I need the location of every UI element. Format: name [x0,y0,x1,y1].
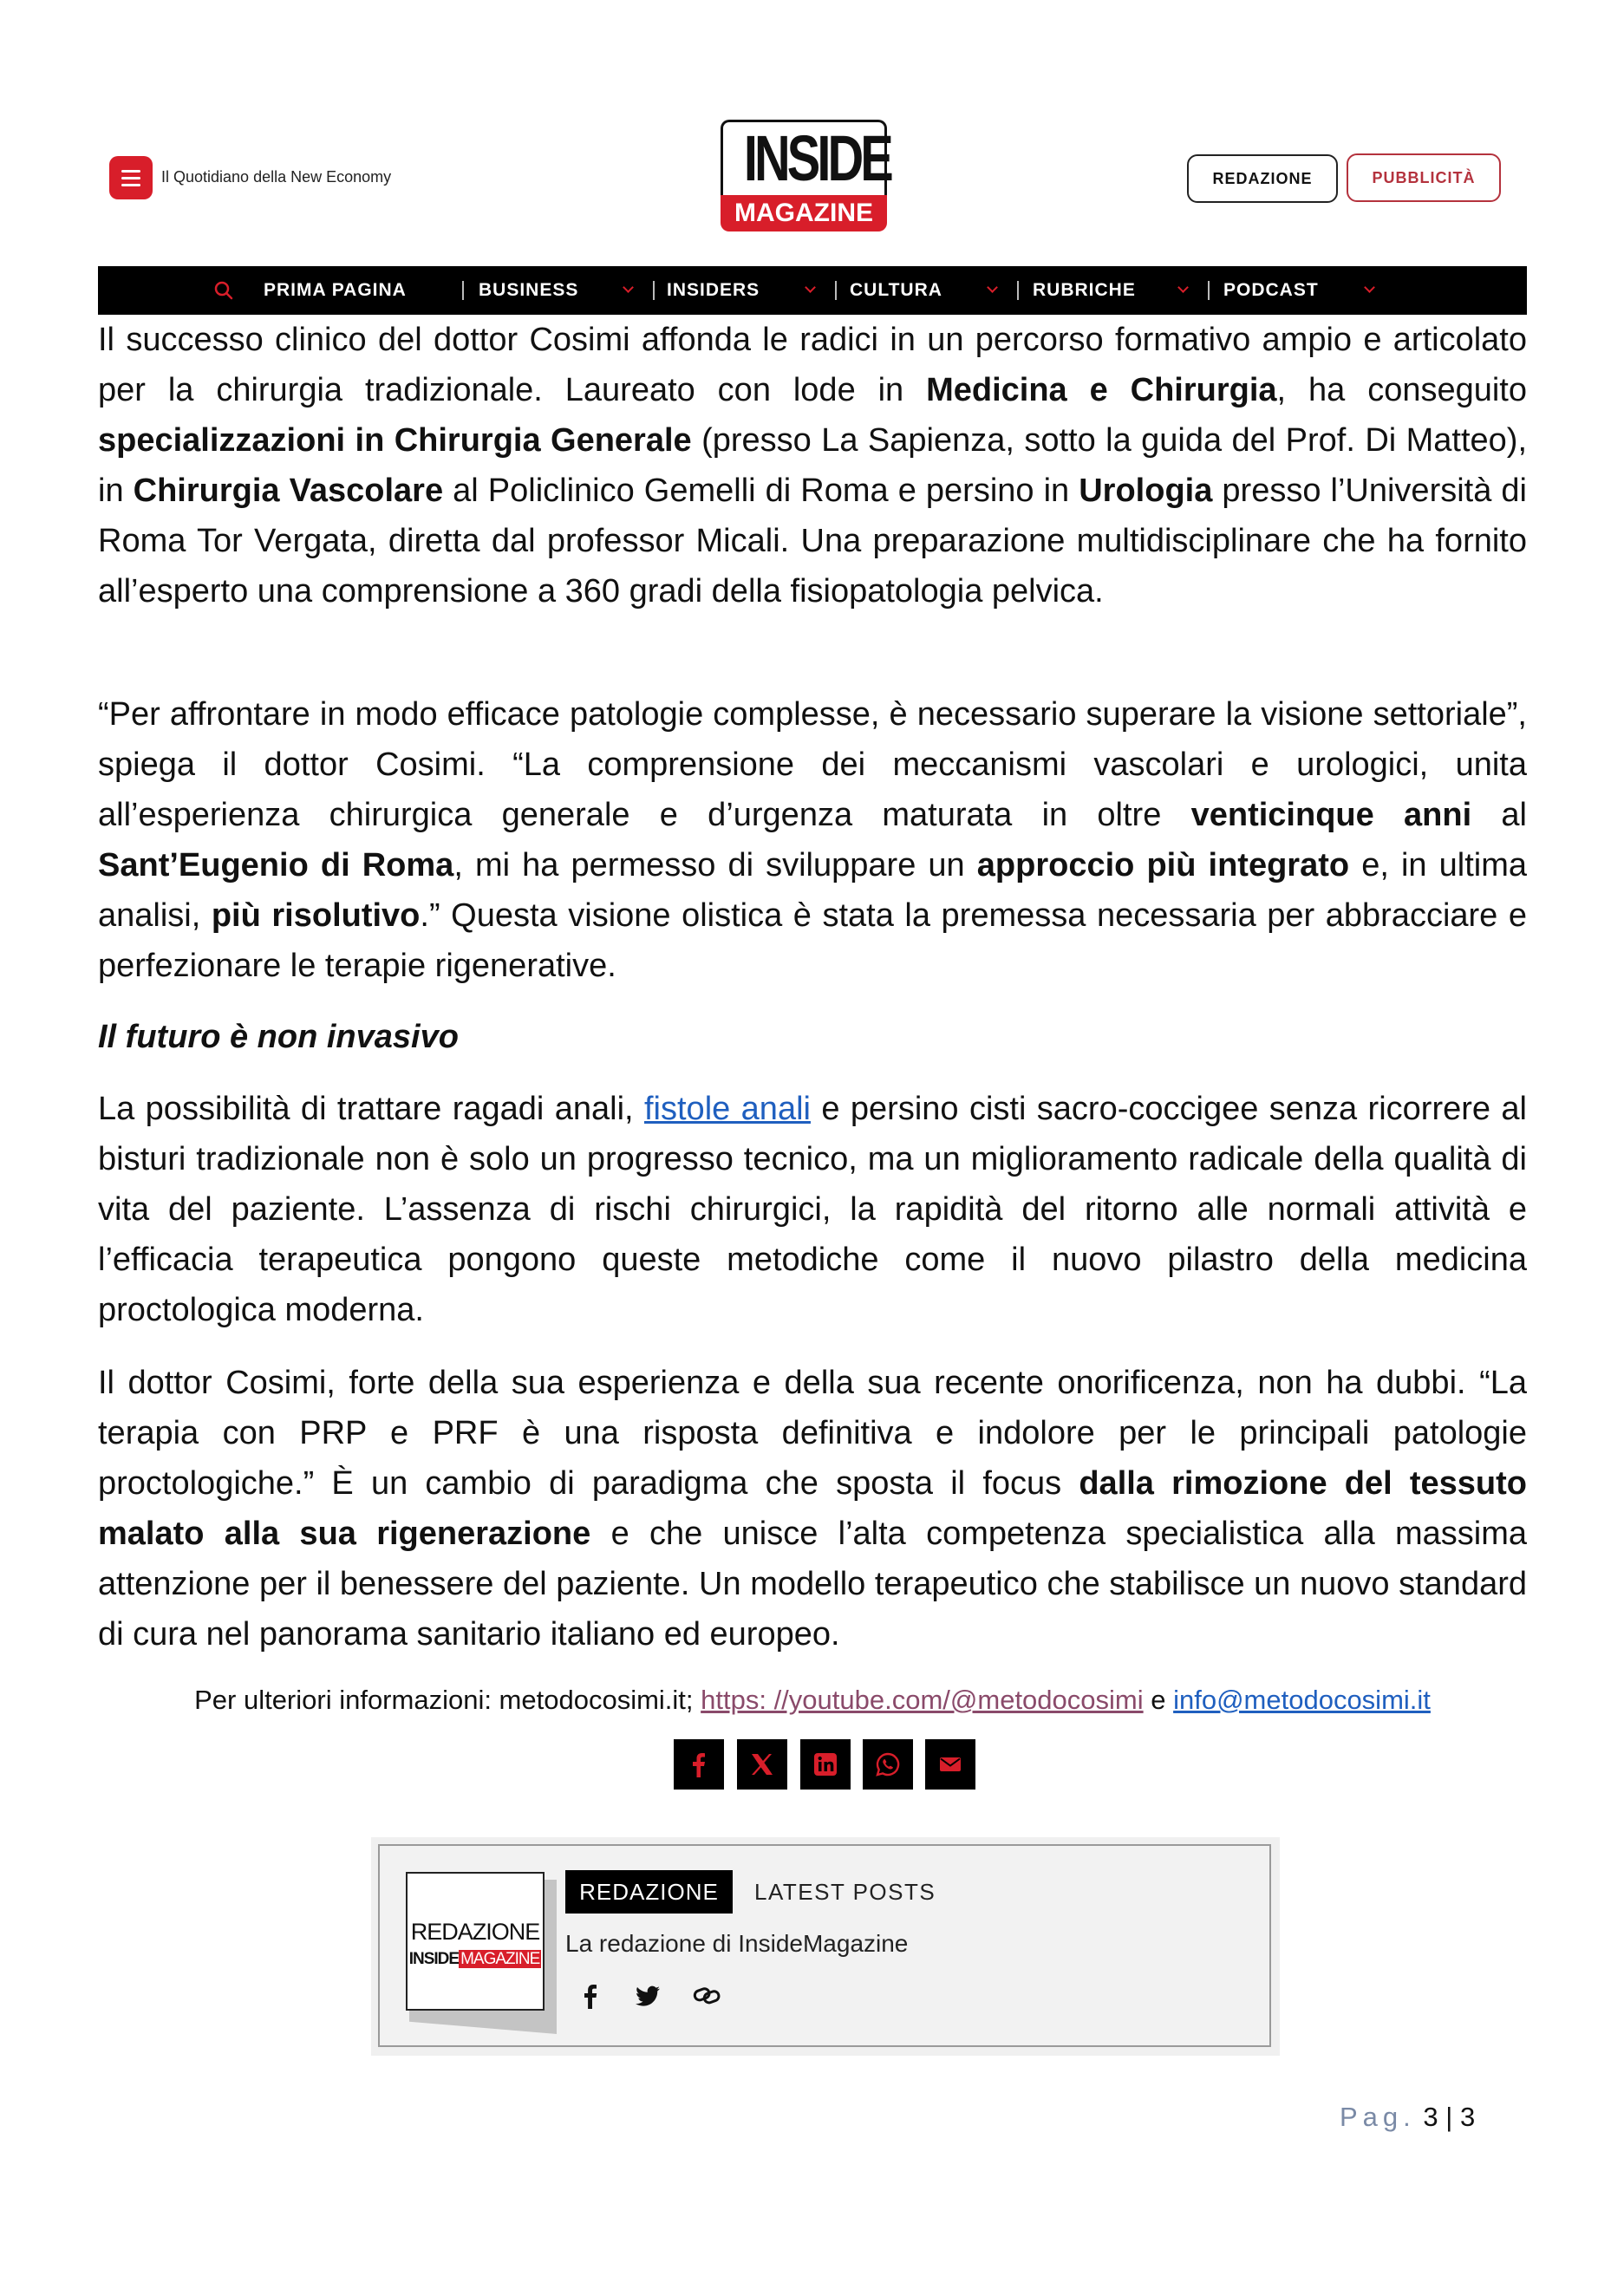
bold-text: Chirurgia Vascolare [133,473,444,509]
tab-latest-posts[interactable]: LATEST POSTS [754,1879,936,1905]
share-linkedin-button[interactable] [800,1739,851,1790]
inline-link[interactable]: fistole anali [644,1091,811,1127]
text-run: , ha conseguito [1276,372,1527,408]
facebook-icon [686,1751,712,1777]
linkedin-icon [812,1751,838,1777]
whatsapp-icon [875,1751,901,1777]
redazione-button[interactable]: REDAZIONE [1187,154,1338,203]
text-run: al Policlinico Gemelli di Roma e persino in [443,473,1079,509]
email-link[interactable]: info@metodocosimi.it [1173,1685,1431,1715]
text-run: “Per affrontare in modo efficace patologie complesse, è necessario superare la visione settoriale”, spiega il dottor Cosimi. “La comprensione dei meccanismi vascolari e urologici, unita all’esperienza chirurgica generale e d’urgenza maturata in oltre [98,696,1527,833]
text-run: al [1471,797,1527,833]
text-run: Il dottor Cosimi, forte della sua esperienza e della sua recente onorificenza, non ha dubbi. “La terapia con PRP e PRF è una risposta definitiva e indolore per le principali patologie proctologiche.” È un cambio di paradigma che sposta il focus [98,1365,1527,1502]
text-run: .” Questa visione olistica è stata la premessa necessaria per abbracciare e perfezionare le terapie rigenerative. [98,897,1527,984]
link-icon[interactable] [692,1981,721,2011]
page-total: 3 [1459,2102,1476,2132]
section-heading: Il futuro è non invasivo [98,1019,459,1055]
article-paragraph-3 [98,1084,1527,1335]
email-icon [937,1751,963,1777]
share-whatsapp-button[interactable] [863,1739,913,1790]
page-number [1340,2102,1475,2133]
avatar-line-2 [408,1950,543,1969]
chevron-down-icon[interactable] [623,282,634,293]
share-x-button[interactable] [737,1739,787,1790]
share-email-button[interactable] [925,1739,975,1790]
nav-podcast[interactable]: PODCAST [1223,280,1319,300]
text-run: Il successo clinico del dottor Cosimi affonda le radici in un percorso formativo ampio e articolato per la chirurgia tradizionale. Laureato con lode in [98,322,1527,408]
chevron-down-icon[interactable] [805,282,816,293]
text-run: e, in ultima analisi, [98,847,1528,934]
share-facebook-button[interactable] [674,1739,724,1790]
nav-cultura[interactable]: CULTURA [850,280,942,300]
article-paragraph-4 [98,1358,1527,1659]
main-nav [98,266,1527,315]
x-icon [749,1751,775,1777]
nav-prima-pagina[interactable]: PRIMA PAGINA [264,280,407,300]
chevron-down-icon[interactable] [1177,282,1189,293]
bold-text: Medicina e Chirurgia [926,372,1277,408]
text-run: La possibilità di trattare ragadi anali, [98,1091,644,1127]
bold-text: specializzazioni in Chirurgia Generale [98,422,692,459]
tagline: Il Quotidiano della New Economy [161,168,392,186]
page-label: Pag. [1340,2102,1416,2132]
nav-insiders[interactable]: INSIDERS [667,280,760,300]
bold-text: Sant’Eugenio di Roma [98,847,454,883]
site-logo[interactable] [721,120,890,234]
bold-text: più risolutivo [211,897,421,934]
text-run: presso l’Università di Roma Tor Vergata, diretta dal professor Micali. Una preparazione multidisciplinare che ha fornito all’esperto una comprensione a 360 gradi della fisiopatologia pelvica. [98,473,1527,610]
bold-text: venticinque anni [1190,797,1472,833]
page-separator: | [1445,2102,1453,2132]
author-description: La redazione di InsideMagazine [565,1930,909,1957]
text-run: e persino cisti sacro-coccigee senza ricorrere al bisturi tradizionale non è solo un progresso tecnico, ma un miglioramento radicale della qualità di vita del paziente. L’assenza di rischi chirurgici, la rapidità del ritorno alle normali attività e l’efficacia terapeutica pongono queste metodiche come il nuovo pilastro della medicina proctologica moderna. [98,1091,1527,1328]
avatar-line-2a: INSIDE [408,1950,460,1968]
article-paragraph-2 [98,689,1527,991]
avatar-line-2b: MAGAZINE [460,1950,540,1968]
pubblicita-button[interactable]: PUBBLICITÀ [1347,153,1501,202]
logo-top: INSIDE [721,120,887,195]
article-paragraph-1 [98,315,1527,616]
info-prefix: Per ulteriori informazioni: metodocosimi.it; [194,1685,701,1715]
avatar-line-1: REDAZIONE [410,1919,540,1945]
youtube-link[interactable]: https: //youtube.com/@metodocosimi [701,1685,1144,1715]
nav-rubriche[interactable]: RUBRICHE [1033,280,1136,300]
page-current: 3 [1423,2102,1438,2132]
bold-text: dalla rimozione del tessuto malato alla sua rigenerazione [98,1465,1528,1552]
facebook-icon[interactable] [576,1981,605,2011]
chevron-down-icon[interactable] [987,282,998,293]
search-icon[interactable] [214,281,233,300]
tab-redazione[interactable]: REDAZIONE [565,1870,733,1914]
bold-text: approccio più integrato [976,847,1350,883]
text-run: , mi ha permesso di sviluppare un [453,847,977,883]
info-line [98,1679,1527,1722]
text-run: e che unisce l’alta competenza specialistica alla massima attenzione per il benessere del paziente. Un modello terapeutico che stabilisce un nuovo standard di cura nel panorama sanitario italiano ed europeo. [98,1516,1528,1653]
twitter-icon[interactable] [633,1981,662,2011]
info-and: e [1143,1685,1174,1715]
avatar [406,1872,545,2011]
logo-bottom: MAGAZINE [721,195,887,231]
text-run: (presso La Sapienza, sotto la guida del Prof. Di Matteo), in [98,422,1527,509]
bold-text: Urologia [1079,473,1213,509]
menu-button[interactable] [109,156,153,199]
chevron-down-icon[interactable] [1364,282,1375,293]
nav-business[interactable]: BUSINESS [479,280,579,300]
